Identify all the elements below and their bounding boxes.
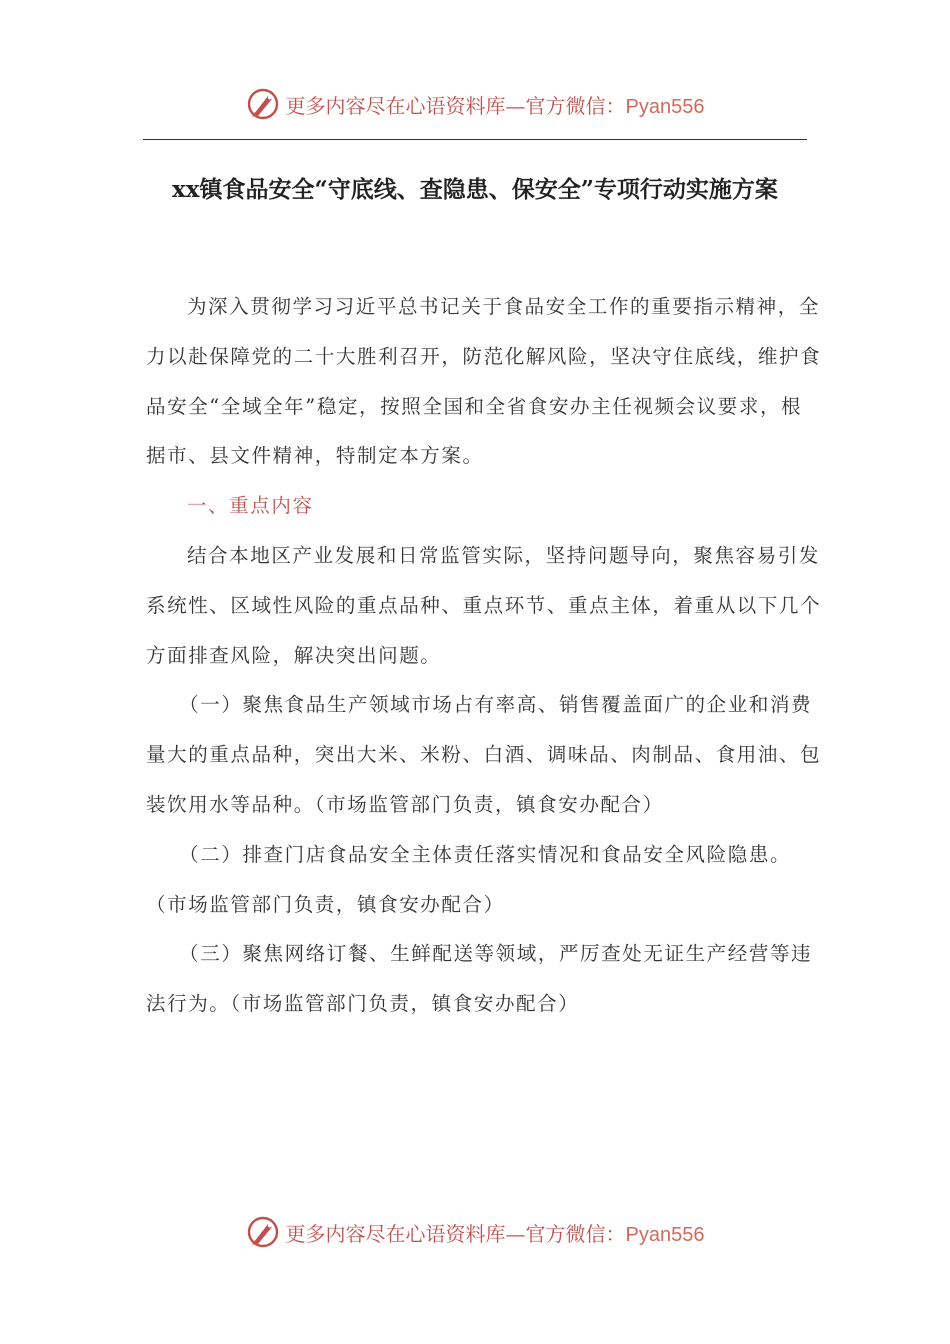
banner-slogan: 更多内容尽在心语资料库	[285, 1221, 506, 1246]
banner-text	[286, 90, 705, 119]
header-banner	[0, 82, 950, 126]
pen-nib-logo-icon	[246, 1215, 280, 1249]
list-item: （三）聚焦网络订餐、生鲜配送等领域，严厉查处无证生产经营等违法行为。（市场监管部门负责，镇食安办配合）	[146, 942, 813, 1016]
section-paragraph: 结合本地区产业发展和日常监管实际，坚持问题导向，聚焦容易引发系统性、区域性风险的重点品种、重点环节、重点主体，着重从以下几个方面排查风险，解决突出问题。	[146, 543, 822, 667]
banner-wechat-id: Pyan556	[625, 1223, 705, 1246]
pen-nib-logo-icon	[246, 87, 280, 121]
banner-slogan: 更多内容尽在心语资料库	[285, 93, 506, 118]
banner-wechat-id: Pyan556	[625, 95, 705, 118]
document-title: xx镇食品安全“守底线、查隐患、保安全”专项行动实施方案	[172, 176, 778, 203]
intro-paragraph: 为深入贯彻学习习近平总书记关于食品安全工作的重要指示精神，全力以赴保障党的二十大胜利召开，防范化解风险，坚决守住底线，维护食品安全“全域全年”稳定，按照全国和全省食安办主任视频会议要求，根据市、县文件精神，特制定本方案。	[146, 295, 822, 468]
list-item: （二）排查门店食品安全主体责任落实情况和食品安全风险隐患。（市场监管部门负责，镇食安办配合）	[146, 842, 792, 916]
banner-dash: —	[505, 93, 526, 118]
list-item: （一）聚焦食品生产领域市场占有率高、销售覆盖面广的企业和消费量大的重点品种，突出大米、米粉、白酒、调味品、肉制品、食用油、包装饮用水等品种。（市场监管部门负责，镇食安办配合）	[146, 693, 822, 816]
banner-dash: —	[505, 1221, 526, 1246]
section-heading: 一、重点内容	[186, 494, 314, 518]
banner-wechat-label: 官方微信：	[525, 93, 626, 118]
footer-banner	[0, 1210, 950, 1254]
banner-wechat-label: 官方微信：	[525, 1221, 626, 1246]
banner-text	[286, 1218, 705, 1247]
header-divider	[143, 139, 807, 140]
document-body	[146, 282, 822, 1029]
